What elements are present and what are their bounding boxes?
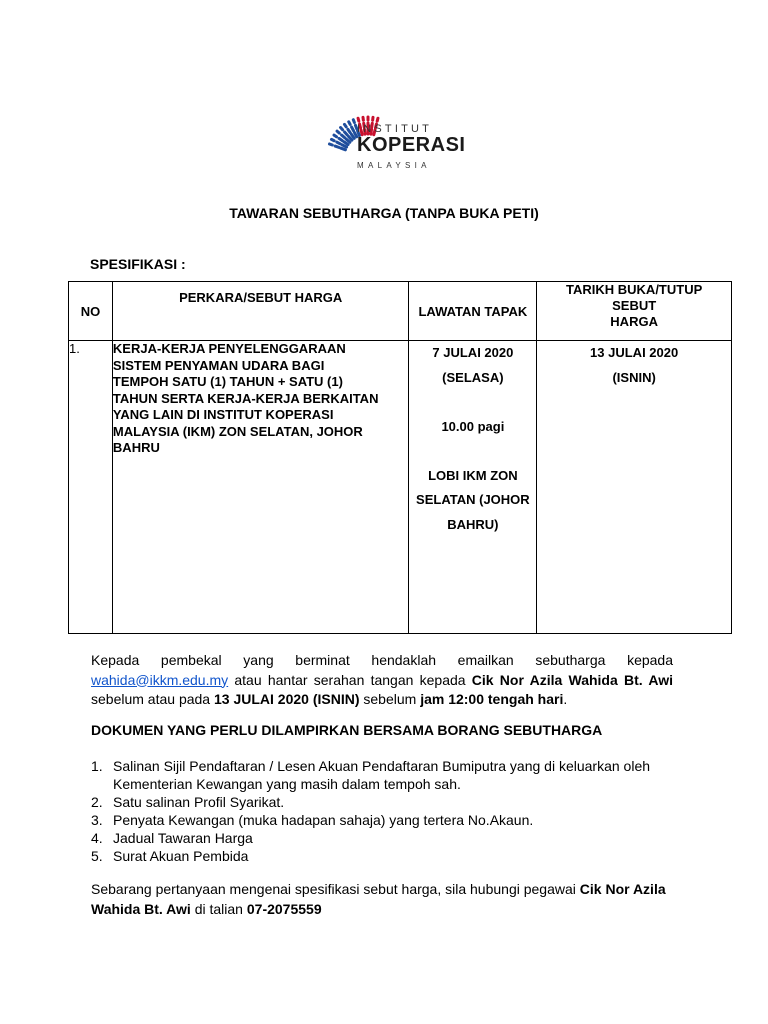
- para2-mid: di talian: [190, 900, 247, 917]
- para1-deadline-time: jam 12:00 tengah hari: [420, 691, 564, 707]
- documents-heading: DOKUMEN YANG PERLU DILAMPIRKAN BERSAMA BORANG SEBUTHARGA: [91, 722, 603, 738]
- logo-text-koperasi: KOPERASI: [357, 134, 466, 156]
- list-item-text: Surat Akuan Pembida: [113, 848, 249, 864]
- lawatan-time: 10.00 pagi: [441, 418, 505, 434]
- header-lawatan: LAWATAN TAPAK: [409, 282, 537, 341]
- logo-text-institut: INSTITUT: [357, 123, 433, 135]
- logo-arc-mark: [344, 124, 346, 126]
- list-item: [91, 811, 651, 829]
- logo-arc-mark: [329, 144, 332, 145]
- list-item: [91, 757, 651, 793]
- logo-arc-mark: [331, 139, 334, 140]
- header-no: NO: [69, 282, 113, 341]
- logo-text-malaysia: MALAYSIA: [357, 161, 431, 170]
- list-item-text: Penyata Kewangan (muka hadapan sahaja) yang tertera No.Akaun.: [113, 812, 534, 828]
- para2-contact-name: Cik Nor Azila Wahida Bt. Awi: [91, 881, 666, 917]
- logo-arc-mark: [351, 134, 354, 138]
- list-item-text: Salinan Sijil Pendaftaran / Lesen Akuan Pendaftaran Bumiputra yang di keluarkan oleh Kementerian Kewangan yang masih dalam tempoh sah.: [113, 758, 651, 792]
- logo-arc-mark: [342, 145, 346, 147]
- table-header-row: [69, 282, 732, 341]
- logo-arc-mark: [335, 146, 339, 147]
- para1-end: .: [563, 691, 568, 707]
- header-perkara: [112, 282, 409, 341]
- header-tarikh: [537, 282, 732, 341]
- submission-paragraph: [91, 651, 673, 710]
- para1-mid: atau hantar serahan tangan kepada: [228, 671, 472, 688]
- list-item: [91, 793, 651, 811]
- list-item-number: 5.: [91, 848, 103, 864]
- para2-intro: Sebarang pertanyaan mengenai spesifikasi sebut harga, sila hubungi pegawai: [91, 881, 580, 897]
- list-item: [91, 847, 651, 865]
- logo-arc-mark: [344, 142, 348, 145]
- documents-list: [91, 757, 651, 865]
- list-item-number: 1.: [91, 758, 103, 774]
- perkara-line: BAHRU: [112, 440, 160, 455]
- logo-arc-mark: [341, 128, 343, 130]
- lawatan-date: 7 JULAI 2020: [432, 345, 514, 360]
- logo-arc-mark: [349, 122, 350, 125]
- perkara-line: YANG LAIN DI INSTITUT KOPERASI: [112, 407, 334, 422]
- perkara-line: SISTEM PENYAMAN UDARA BAGI: [112, 357, 325, 373]
- cell-no: 1.: [69, 341, 113, 634]
- para1-contact-name: Cik Nor Azila Wahida Bt. Awi: [471, 671, 673, 688]
- perkara-line: KERJA-KERJA PENYELENGGARAAN: [112, 341, 346, 356]
- cell-perkara: [112, 341, 409, 634]
- spesifikasi-label: SPESIFIKASI :: [90, 256, 186, 272]
- logo-arc-mark: [337, 142, 341, 144]
- logo-arc-mark: [377, 118, 378, 121]
- logo-arc-mark: [339, 138, 342, 140]
- list-item-text: Satu salinan Profil Syarikat.: [113, 794, 285, 810]
- list-item-number: 4.: [91, 830, 103, 846]
- header-perkara-label: PERKARA/SEBUT HARGA: [179, 290, 343, 305]
- perkara-line: TAHUN SERTA KERJA-KERJA BERKAITAN: [112, 390, 379, 406]
- logo-arc-mark: [341, 148, 346, 150]
- logo-arc-mark: [345, 132, 348, 135]
- para1-deadline-date: 13 JULAI 2020 (ISNIN): [213, 691, 360, 707]
- header-tarikh-line1: TARIKH BUKA/TUTUP: [566, 282, 703, 297]
- para1-intro: Kepada pembekal yang berminat hendaklah emailkan sebutharga kepada: [91, 652, 673, 668]
- perkara-line: MALAYSIA (IKM) ZON SELATAN, JOHOR: [112, 423, 363, 439]
- para2-phone: 07-2075559: [246, 900, 322, 917]
- header-tarikh-line3: HARGA: [610, 314, 658, 329]
- header-tarikh-line2: SEBUT: [612, 298, 657, 313]
- lawatan-place: BAHRU): [447, 516, 499, 532]
- cell-lawatan: [409, 341, 537, 634]
- para1-before: sebelum atau pada: [91, 691, 214, 707]
- enquiry-paragraph: [91, 880, 691, 919]
- lawatan-day: (SELASA): [442, 369, 504, 385]
- logo-arc-mark: [358, 118, 359, 121]
- table-row: [69, 341, 732, 634]
- perkara-line: TEMPOH SATU (1) TAHUN + SATU (1): [112, 374, 343, 389]
- logo-arc-mark: [352, 127, 354, 131]
- lawatan-place: SELATAN (JOHOR: [416, 492, 530, 507]
- logo-arc-mark: [353, 120, 354, 123]
- lawatan-place: LOBI IKM ZON: [428, 467, 518, 483]
- para1-before2: sebelum: [359, 691, 421, 707]
- tarikh-day: (ISNIN): [612, 369, 656, 385]
- logo-arc-mark: [334, 135, 336, 137]
- list-item: [91, 829, 651, 847]
- specification-table: [68, 281, 732, 634]
- document-title: TAWARAN SEBUTHARGA (TANPA BUKA PETI): [229, 205, 539, 221]
- logo-arc-mark: [337, 131, 339, 133]
- list-item-number: 3.: [91, 812, 103, 828]
- email-link[interactable]: wahida@ikkm.edu.my: [91, 671, 229, 688]
- logo-arc-mark: [348, 129, 350, 132]
- logo-arc-mark: [342, 135, 345, 138]
- tarikh-date: 13 JULAI 2020: [590, 345, 679, 360]
- cell-tarikh: [537, 341, 732, 634]
- list-item-number: 2.: [91, 794, 103, 810]
- list-item-text: Jadual Tawaran Harga: [113, 830, 253, 846]
